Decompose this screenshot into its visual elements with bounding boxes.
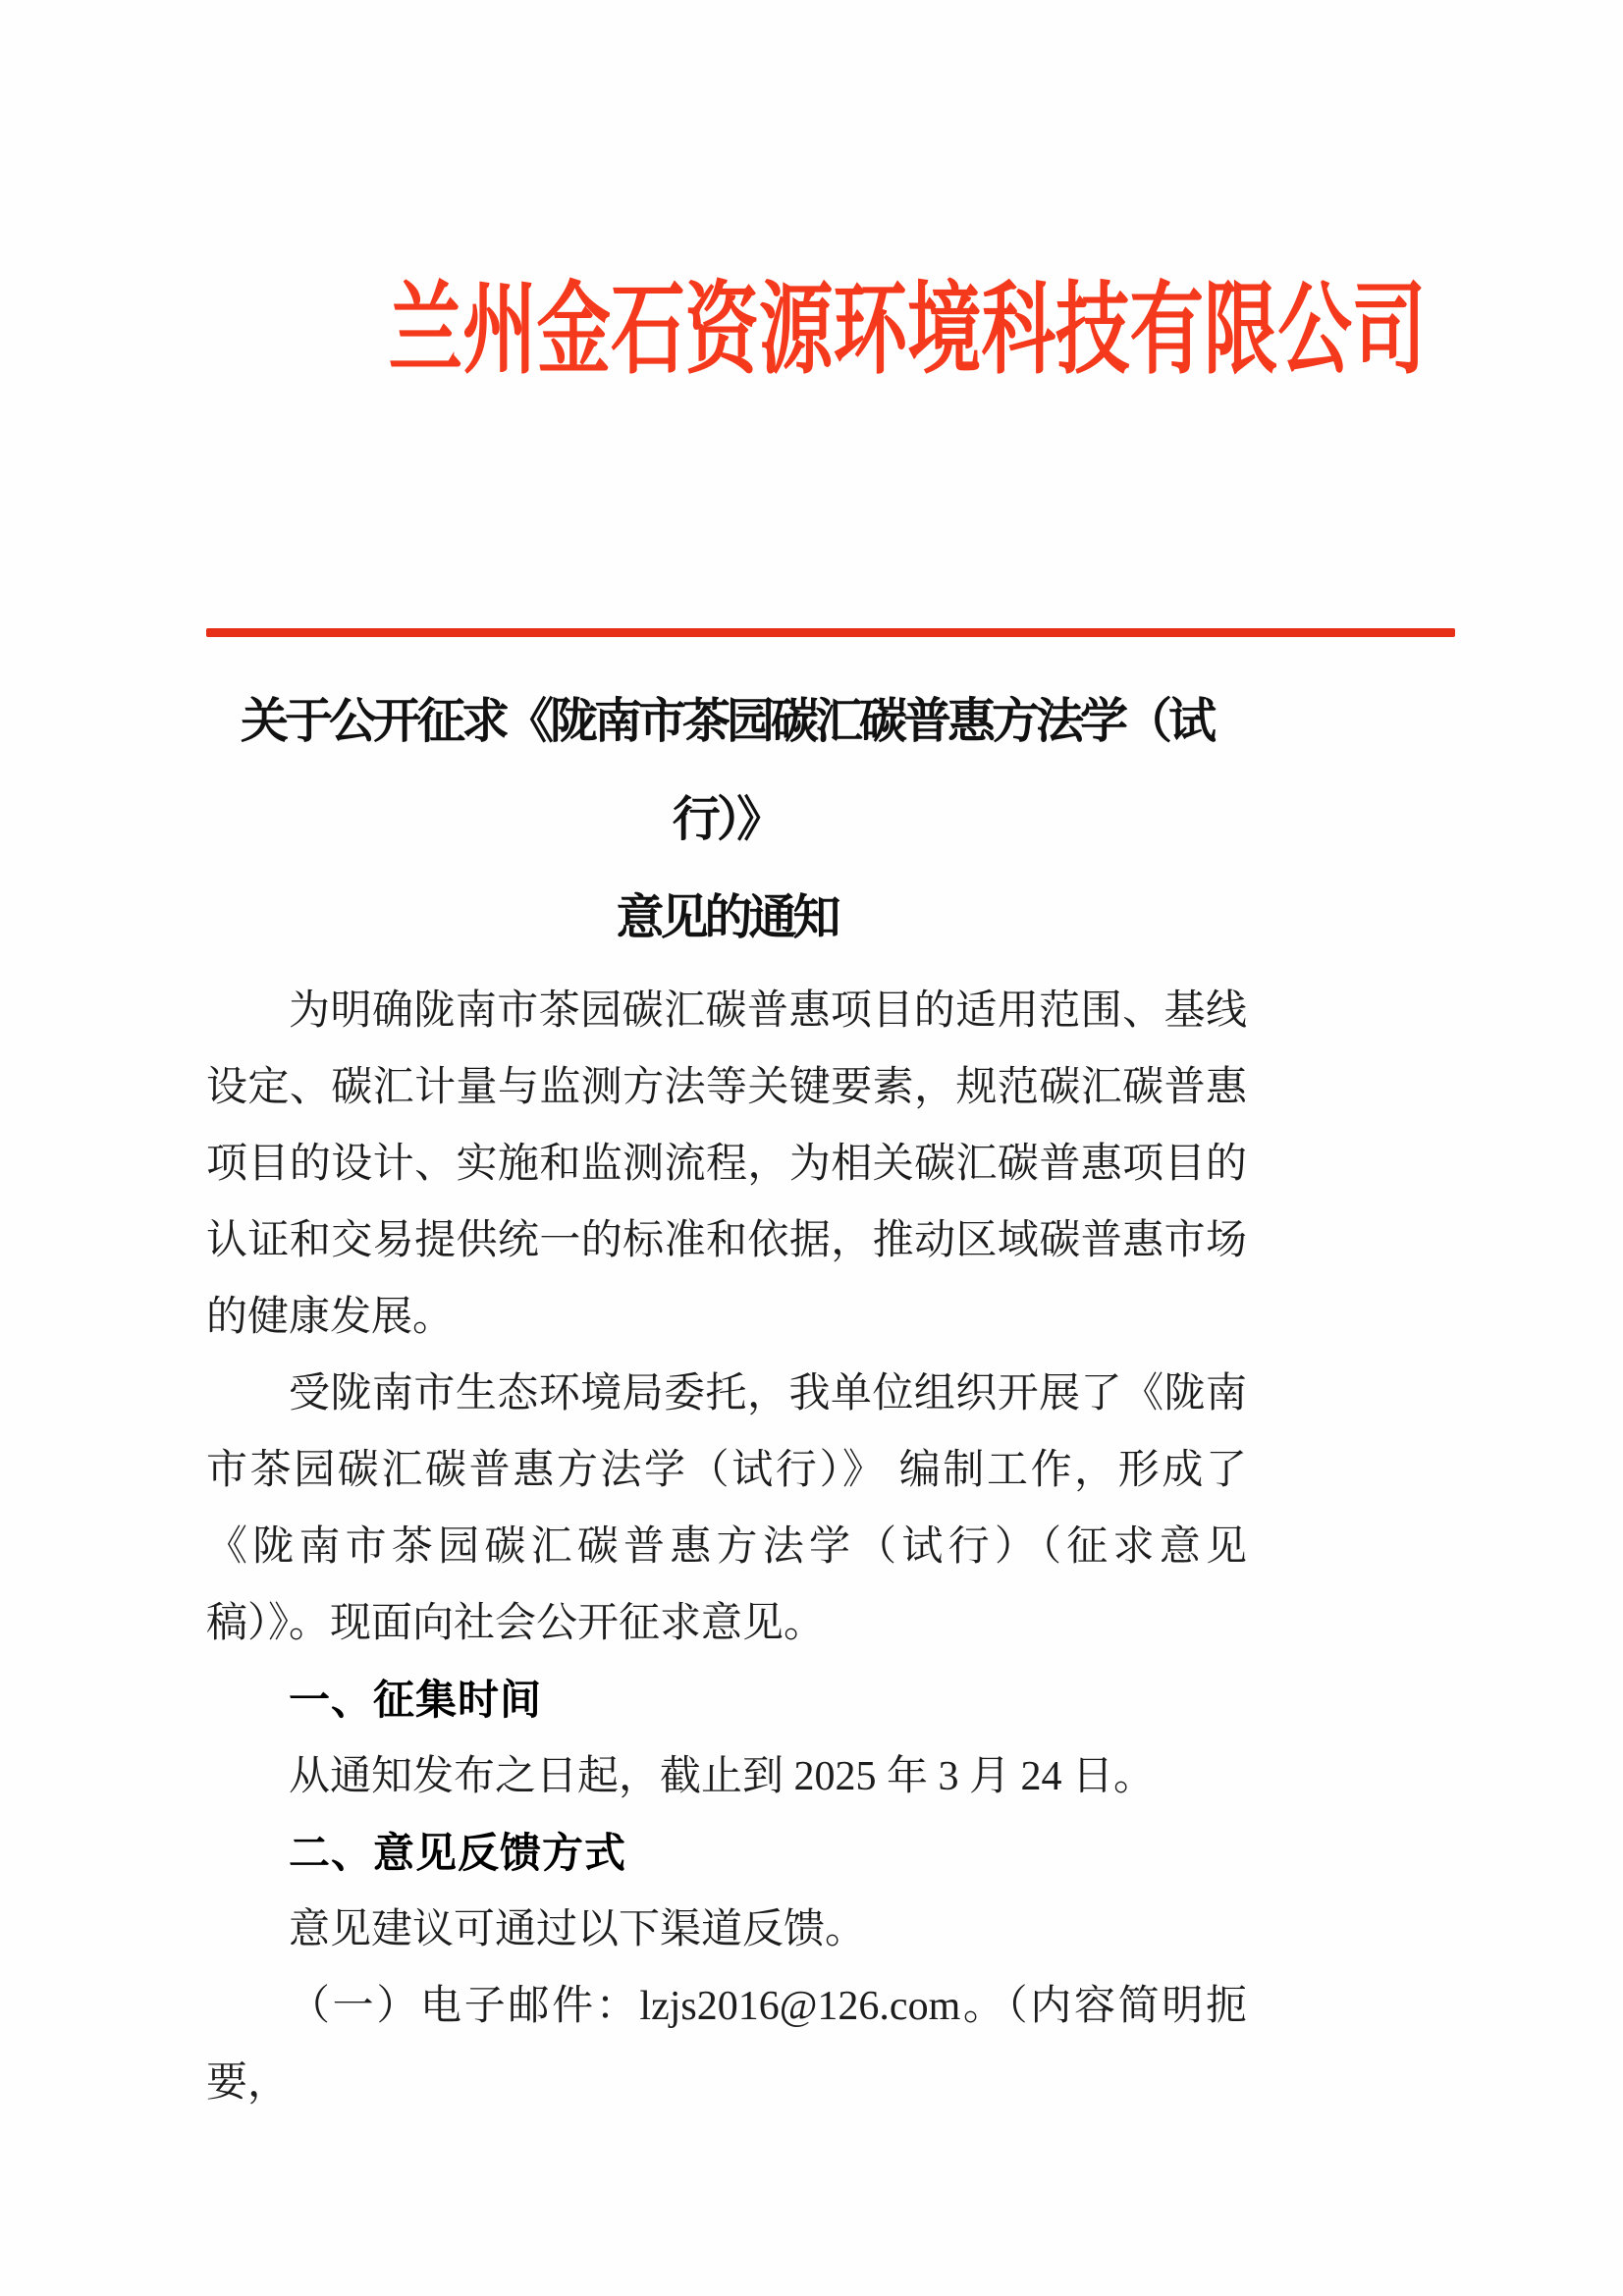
section-heading-feedback-method: 二、意见反馈方式	[289, 1830, 627, 1876]
section-heading-collection-period: 一、征集时间	[289, 1677, 543, 1723]
title-line-2: 意见的通知	[616, 890, 838, 944]
company-letterhead: 兰州金石资源环境科技有限公司	[388, 276, 1427, 387]
title-line-1: 关于公开征求《陇南市茶园碳汇碳普惠方法学（试行）》	[240, 694, 1213, 846]
paragraph-email: （一）电子邮件：lzjs2016@126.com。（内容简明扼要，	[206, 1984, 1247, 2106]
paragraph-deadline: 从通知发布之日起，截止到 2025 年 3 月 24 日。	[289, 1754, 1156, 1799]
paragraph-feedback-channels: 意见建议可通过以下渠道反馈。	[289, 1907, 867, 1952]
letterhead	[206, 263, 1427, 400]
notice-body	[206, 973, 1247, 2121]
notice-title	[206, 672, 1247, 967]
paragraph-background: 受陇南市生态环境局委托，我单位组织开展了《陇南市茶园碳汇碳普惠方法学（试行）》 编制工作，形成了《陇南市茶园碳汇碳普惠方法学（试行）（征求意见稿）》。现面向社会公开征求意见。	[206, 1371, 1247, 1646]
letterhead-rule	[206, 628, 1455, 637]
paragraph-purpose: 为明确陇南市茶园碳汇碳普惠项目的适用范围、基线设定、碳汇计量与监测方法等关键要素，规范碳汇碳普惠项目的设计、实施和监测流程，为相关碳汇碳普惠项目的认证和交易提供统一的标准和依据，推动区域碳普惠市场的健康发展。	[206, 988, 1247, 1340]
